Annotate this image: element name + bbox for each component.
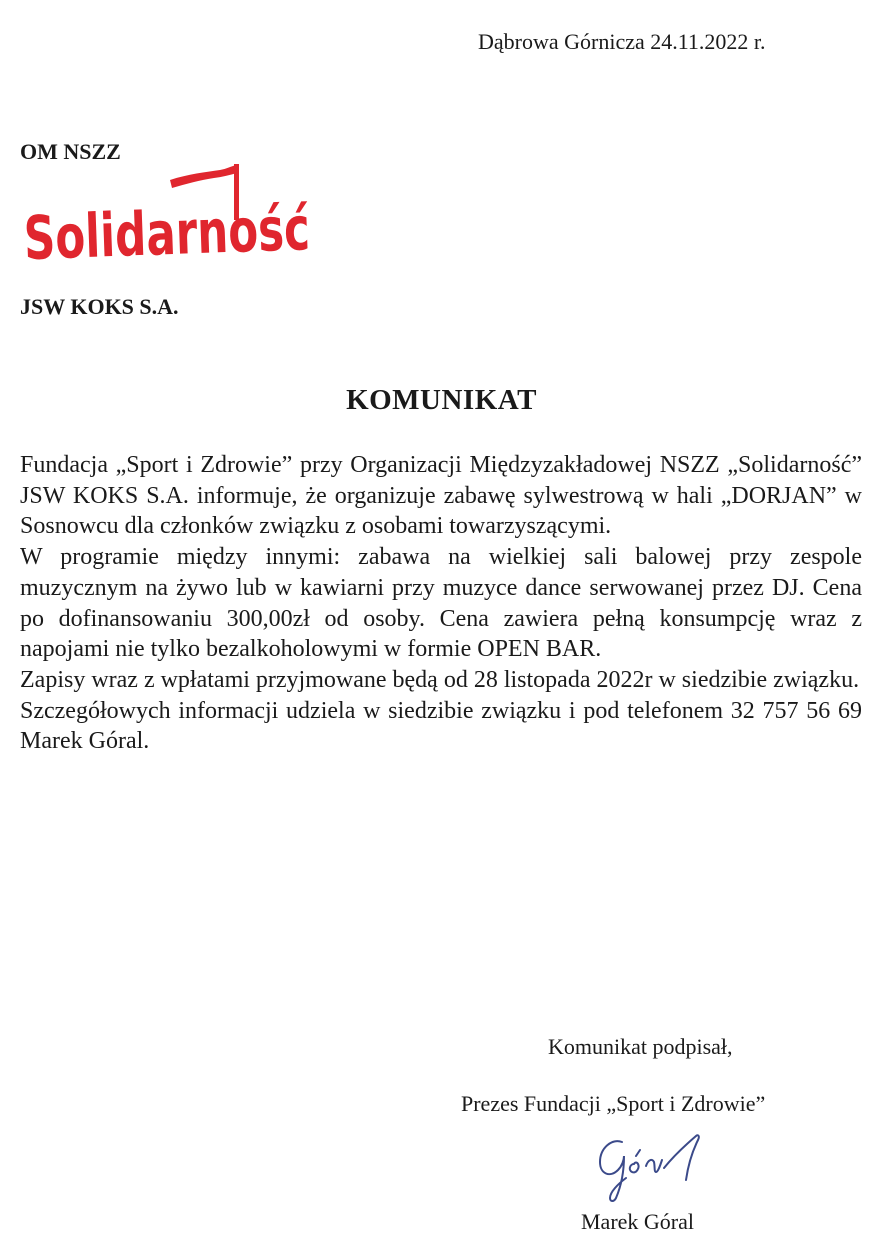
paragraph-contact: Szczegółowych informacji udziela w siedzibie związku i pod telefonem 32 757 56 69 Marek Góral. bbox=[20, 697, 862, 755]
solidarnosc-logo-text: Solidarność bbox=[22, 190, 419, 275]
paragraph-program: W programie między innymi: zabawa na wielkiej sali balowej przy zespole muzycznym na żywo lub w kawiarni przy muzyce dance serwowanej przez DJ. Cena po dofinansowaniu 300,00zł od osoby. Cena zawiera pełną konsumpcję wraz z napojami nie tylko bezalkoholowymi w formie OPEN BAR. bbox=[20, 544, 862, 663]
signed-by-label: Komunikat podpisał, bbox=[548, 1034, 733, 1059]
organization-name-bottom: JSW KOKS S.A. bbox=[20, 294, 179, 319]
solidarnosc-logo bbox=[20, 158, 419, 275]
paragraph-registration: Zapisy wraz z wpłatami przyjmowane będą od 28 listopada 2022r w siedzibie związku. bbox=[20, 666, 860, 693]
president-title: Prezes Fundacji „Sport i Zdrowie” bbox=[461, 1091, 766, 1116]
document-date: Dąbrowa Górnicza 24.11.2022 r. bbox=[478, 29, 766, 54]
paragraph-invitation: Fundacja „Sport i Zdrowie” przy Organizacji Międzyzakładowej NSZZ „Solidarność” JSW KOKS S.A. informuje, że organizuje zabawę sylwestrową w hali „DORJAN” w Sosnowcu dla członków związku z osobami towarzyszącymi. bbox=[20, 452, 862, 540]
organization-name-top: OM NSZZ bbox=[20, 139, 121, 164]
handwritten-signature bbox=[592, 1128, 720, 1206]
announcement-body bbox=[20, 450, 862, 757]
document-title: KOMUNIKAT bbox=[346, 384, 537, 416]
signatory-name: Marek Góral bbox=[581, 1209, 695, 1234]
